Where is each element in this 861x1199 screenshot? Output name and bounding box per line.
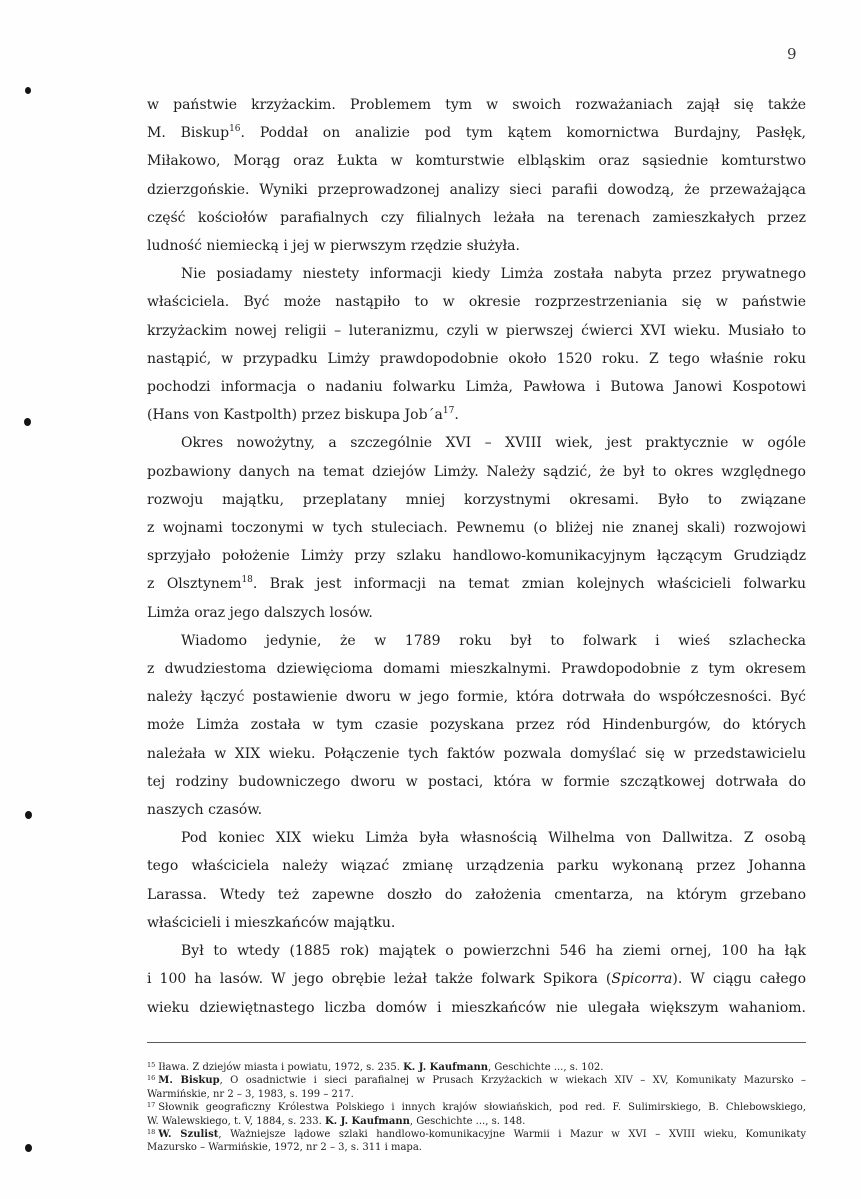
footnote-number: 18 bbox=[147, 1127, 156, 1136]
footnote-text: Słownik geograficzny Królestwa Polskiego i innych krajów słowiańskich, pod red. F. Sulimirskiego, B. Chlebowskiego, bbox=[158, 1102, 806, 1114]
footnote-author: W. Szulist bbox=[158, 1129, 219, 1141]
text-line bbox=[147, 119, 806, 147]
footnote bbox=[147, 1128, 806, 1155]
margin-mark bbox=[24, 418, 31, 426]
text-line: tej rodziny budowniczego dworu w postaci, która w formie szczątkowej dotrwała do bbox=[147, 773, 806, 790]
footnote-line bbox=[147, 1128, 806, 1141]
text-line: może Limża została w tym czasie pozyskana przez ród Hindenburgów, do których bbox=[147, 717, 806, 734]
footnote-text: , Geschichte ..., s. 148. bbox=[409, 1115, 526, 1127]
text-line: Wiadomo jedynie, że w 1789 roku był to folwark i wieś szlachecka bbox=[181, 632, 806, 649]
footnote-author: M. Biskup bbox=[158, 1075, 220, 1087]
footnote-line bbox=[147, 1074, 806, 1087]
text-line: Był to wtedy (1885 rok) majątek o powierzchni 546 ha ziemi ornej, 100 ha łąk bbox=[181, 943, 806, 960]
text-line: Pod koniec XIX wieku Limża była własnością Wilhelma von Dallwitza. Z osobą bbox=[181, 830, 806, 847]
text-line: dzierzgońskie. Wyniki przeprowadzonej analizy sieci parafii dowodzą, że przeważająca bbox=[147, 181, 806, 198]
text-line: Larassa. Wtedy też zapewne doszło do założenia cmentarza, na którym grzebano bbox=[147, 886, 806, 903]
footnote-text: , Ważniejsze lądowe szlaki handlowo-komunikacyjne Warmii i Mazur w XVI – XVIII wieku, Komunikaty bbox=[218, 1129, 806, 1141]
footnote-text: W. Walewskiego, t. V, 1884, s. 233. bbox=[147, 1115, 325, 1127]
paragraph bbox=[147, 91, 806, 260]
footnote-number: 15 bbox=[147, 1060, 156, 1069]
footnote-text: Iława. Z dziejów miasta i powiatu, 1972, s. 235. bbox=[158, 1062, 404, 1073]
footnote-text: , Geschichte ..., s. 102. bbox=[488, 1062, 604, 1073]
margin-mark bbox=[25, 811, 32, 819]
text-line: Nie posiadamy niestety informacji kiedy Limża została nabyta przez prywatnego bbox=[181, 266, 806, 283]
text-line: wieku dziewiętnastego liczba domów i mieszkańców nie ulegała większym wahaniom. bbox=[147, 999, 806, 1016]
text-line: z wojnami toczonymi w tych stuleciach. Pewnemu (o bliżej nie znanej skali) rozwojowi bbox=[147, 520, 806, 537]
paragraph bbox=[147, 260, 806, 429]
text-run: (Hans von Kastpolth) przez biskupa Job´a bbox=[147, 407, 443, 424]
text-line: krzyżackim nowej religii – luteranizmu, czyli w pierwszej ćwierci XVI wieku. Musiało to bbox=[147, 322, 806, 339]
text-line: pochodzi informacja o nadaniu folwarku Limża, Pawłowa i Butowa Janowi Kospotowi bbox=[147, 379, 806, 396]
text-line: rozwoju majątku, przeplatany mniej korzystnymi okresami. Było to związane bbox=[147, 491, 806, 508]
paragraph bbox=[147, 937, 806, 1022]
footnote-separator bbox=[147, 1042, 806, 1043]
body-text bbox=[147, 91, 806, 1022]
footnote-reference: 18 bbox=[241, 575, 253, 586]
footnote bbox=[147, 1074, 806, 1101]
text-line bbox=[147, 401, 806, 429]
paragraph bbox=[147, 429, 806, 626]
footnotes bbox=[147, 1061, 806, 1155]
text-line: nastąpić, w przypadku Limży prawdopodobnie około 1520 roku. Z tego właśnie roku bbox=[147, 350, 806, 367]
text-line: należy łączyć postawienie dworu w jego formie, która dotrwała do współczesności. Być bbox=[147, 689, 806, 706]
footnote-text: , O osadnictwie i sieci parafialnej w Prusach Krzyżackich w wiekach XIV – XV, Komunikaty Mazursko – bbox=[219, 1075, 806, 1087]
text-run: . Brak jest informacji na temat zmian kolejnych właścicieli folwarku bbox=[252, 576, 806, 593]
text-line: tego właściciela należy wiązać zmianę urządzenia parku wykonaną przez Johanna bbox=[147, 858, 806, 875]
text-line: ludność niemiecką i jej w pierwszym rzędzie służyła. bbox=[147, 238, 520, 255]
text-line: właściciela. Być może nastąpiło to w okresie rozprzestrzeniania się w państwie bbox=[147, 294, 806, 311]
text-run: M. Biskup bbox=[147, 125, 230, 142]
text-line: Limża oraz jego dalszych losów. bbox=[147, 604, 373, 621]
text-run: ). W ciągu całego bbox=[672, 971, 807, 988]
margin-mark bbox=[25, 87, 31, 94]
footnote-number: 16 bbox=[147, 1073, 156, 1082]
page-number: 9 bbox=[787, 45, 797, 63]
text-run: . Poddał on analizie pod tym kątem komornictwa Burdajny, Pasłęk, bbox=[240, 125, 806, 142]
italic-text-run: Spicorra bbox=[611, 971, 673, 988]
text-line: pozbawiony danych na temat dziejów Limży. Należy sądzić, że był to okres względnego bbox=[147, 463, 806, 480]
footnote-text: Mazursko – Warmińskie, 1972, nr 2 – 3, s. 311 i mapa. bbox=[147, 1142, 422, 1154]
paragraph bbox=[147, 627, 806, 824]
footnote-number: 17 bbox=[147, 1100, 156, 1109]
text-line: sprzyjało położenie Limży przy szlaku handlowo-komunikacyjnym łączącym Grudziądz bbox=[147, 548, 806, 565]
text-run: z Olsztynem bbox=[147, 576, 242, 593]
text-line: część kościołów parafialnych czy filialnych leżała na terenach zamieszkałych przez bbox=[147, 209, 806, 226]
margin-mark bbox=[25, 1144, 32, 1152]
text-run: i 100 ha lasów. W jego obrębie leżał także folwark Spikora ( bbox=[147, 971, 612, 988]
text-line: Miłakowo, Morąg oraz Łukta w komturstwie elbląskim oraz sąsiednie komturstwo bbox=[147, 153, 806, 170]
text-line: w państwie krzyżackim. Problemem tym w swoich rozważaniach zajął się także bbox=[147, 97, 806, 113]
text-line bbox=[147, 570, 806, 598]
footnote-reference: 16 bbox=[229, 124, 241, 135]
footnote-text: Warmińskie, nr 2 – 3, 1983, s. 199 – 217. bbox=[147, 1088, 354, 1100]
footnote-reference: 17 bbox=[442, 406, 455, 417]
footnote-line bbox=[147, 1061, 806, 1074]
text-line: należała w XIX wieku. Połączenie tych faktów pozwala domyślać się w przedstawicielu bbox=[147, 745, 806, 762]
footnote bbox=[147, 1101, 806, 1128]
text-line: naszych czasów. bbox=[147, 802, 263, 819]
footnote bbox=[147, 1061, 806, 1074]
text-line bbox=[147, 965, 806, 993]
footnote-author: K. J. Kaufmann bbox=[324, 1115, 410, 1127]
text-line: Okres nowożytny, a szczególnie XVI – XVIII wiek, jest praktycznie w ogóle bbox=[181, 435, 806, 452]
footnote-author: K. J. Kaufmann bbox=[403, 1062, 489, 1073]
text-line: właścicieli i mieszkańców majątku. bbox=[147, 914, 396, 931]
footnote-line bbox=[147, 1101, 806, 1114]
footnote-line bbox=[147, 1088, 806, 1101]
text-run: . bbox=[454, 407, 459, 424]
footnote-line bbox=[147, 1141, 806, 1154]
footnote-line bbox=[147, 1115, 806, 1128]
text-line: z dwudziestoma dziewięcioma domami mieszkalnymi. Prawdopodobnie z tym okresem bbox=[147, 661, 806, 678]
paragraph bbox=[147, 824, 806, 937]
